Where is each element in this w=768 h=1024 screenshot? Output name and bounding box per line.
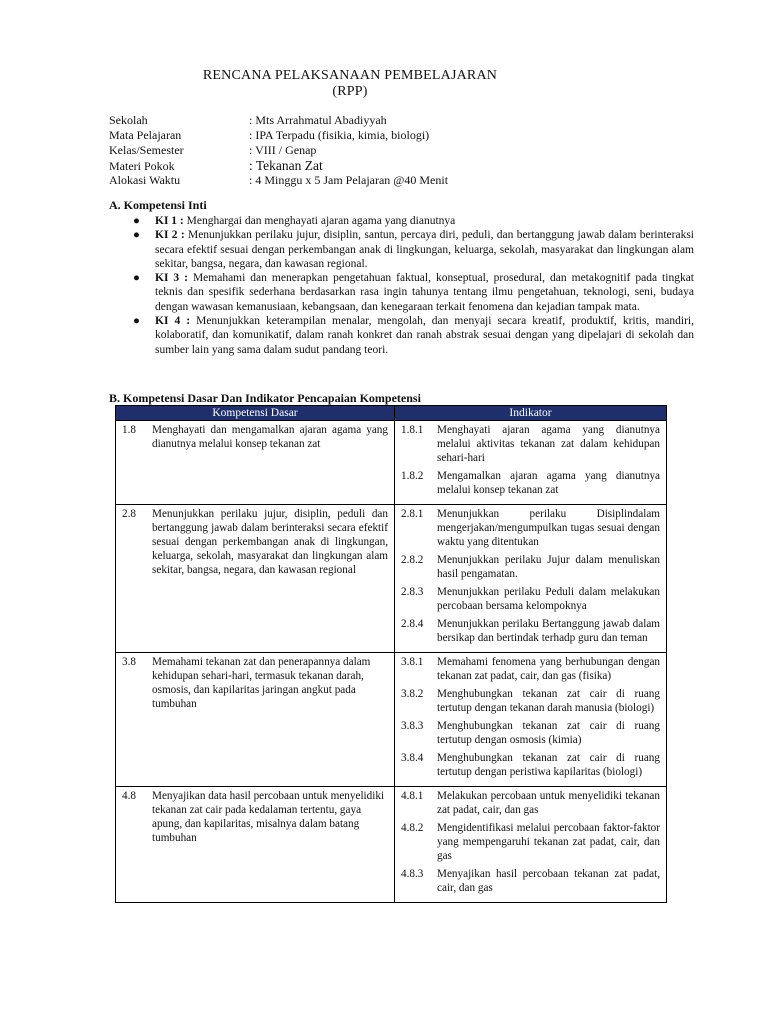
indicator-cell <box>395 505 667 653</box>
indicator-item: 3.8.1 Memahami fenomena yang berhubungan dengan tekanan zat padat, cair, dan gas (fisika) <box>401 656 660 682</box>
kd-cell: 3.8 Memahami tekanan zat dan penerapannya dalam kehidupan sehari-hari, termasuk tekanan darah, osmosis, dan kapilaritas jaringan angkut pada tumbuhan <box>116 653 395 787</box>
kd-cell: 4.8 Menyajikan data hasil percobaan untuk menyelidiki tekanan zat cair pada kedalaman tertentu, gaya apung, dan kapilaritas, misalnya dalam batang tumbuhan <box>116 787 395 903</box>
indicator-cell <box>395 787 667 903</box>
list-item: ● KI 4 : Menunjukkan keterampilan menalar, mengolah, dan menyaji secara kreatif, produktif, kritis, mandiri, kolaboratif, dan komunikatif, dalam ranah konkret dan ranah abstrak sesuai dengan yang dipelajari di sekolah dan sumber lain yang sama dalam sudut pandang teori. <box>133 315 695 356</box>
section-b-heading: B. Kompetensi Dasar Dan Indikator Pencapaian Kompetensi <box>109 391 421 405</box>
bullet-icon: ● <box>133 315 140 328</box>
identity-block <box>109 113 448 188</box>
list-item: ● KI 2 : Menunjukkan perilaku jujur, disiplin, santun, percaya diri, peduli, dan bertanggung jawab dalam berinteraksi secara efektif sesuai dengan perkembangan anak di lingkungan, keluarga, sekolah, masyarakat dan lingkungan alam sekitar, bangsa, negara, dan kawasan regional. <box>133 229 695 270</box>
meta-row-class: Kelas/Semester : VIII / Genap <box>109 143 317 157</box>
indicator-item: 4.8.1 Melakukan percobaan untuk menyelidiki tekanan zat padat, cair, dan gas <box>401 790 660 816</box>
list-item: ● KI 3 : Memahami dan menerapkan pengetahuan faktual, konseptual, prosedural, dan metakognitif pada tingkat teknis dan spesifik sederhana berdasarkan rasa ingin tahunya tentang ilmu pengetahuan, teknologi, seni, budaya dengan wawasan kemanusiaan, kebangsaan, dan kenegaraan terkait fenomena dan kejadian tampak mata. <box>133 272 694 313</box>
table-row <box>116 787 667 903</box>
core-competency-list <box>133 214 694 357</box>
indicator-item: 1.8.2 Mengamalkan ajaran agama yang dianutnya melalui konsep tekanan zat <box>401 470 660 496</box>
indicator-item: 4.8.3 Menyajikan hasil percobaan tekanan zat padat, cair, dan gas <box>401 868 660 894</box>
table-row <box>116 505 667 653</box>
meta-row-topic: Materi Pokok : Tekanan Zat <box>109 158 323 173</box>
indicator-item: 2.8.4 Menunjukkan perilaku Bertanggung jawab dalam bersikap dan bertindak terhadp guru dan teman <box>401 618 660 644</box>
meta-row-subject: Mata Pelajaran : IPA Terpadu (fisikia, kimia, biologi) <box>109 128 430 142</box>
document-title: RENCANA PELAKSANAAN PEMBELAJARAN <box>202 68 498 83</box>
bullet-icon: ● <box>133 229 140 242</box>
indicator-item: 4.8.2 Mengidentifikasi melalui percobaan faktor-faktor yang mempengaruhi tekanan zat padat, cair, dan gas <box>401 822 660 862</box>
table-header-row <box>116 406 667 421</box>
table-row <box>116 421 667 505</box>
table-row <box>116 653 667 787</box>
competency-table <box>115 405 667 903</box>
indicator-item: 3.8.4 Menghubungkan tekanan zat cair di ruang tertutup dengan peristiwa kapilaritas (biologi) <box>401 752 660 778</box>
indicator-item: 2.8.2 Menunjukkan perilaku Jujur dalam menuliskan hasil pengamatan. <box>401 554 660 580</box>
indicator-item: 2.8.1 Menunjukkan perilaku Disiplindalam mengerjakan/mengumpulkan tugas sesuai dengan waktu yang ditentukan <box>401 508 660 548</box>
indicator-cell <box>395 421 667 505</box>
kd-cell: 2.8 Menunjukkan perilaku jujur, disiplin, peduli dan bertanggung jawab dalam berinteraksi secara efektif sesuai dengan perkembangan anak di lingkungan, keluarga, sekolah, masyarakat dan lingkungan alam sekitar, bangsa, negara, dan kawasan regional <box>116 505 395 653</box>
list-item: ● KI 1 : Menghargai dan menghayati ajaran agama yang dianutnya <box>133 215 456 227</box>
indicator-item: 3.8.3 Menghubungkan tekanan zat cair di ruang tertutup dengan osmosis (kimia) <box>401 720 660 746</box>
indicator-item: 3.8.2 Menghubungkan tekanan zat cair di ruang tertutup dengan tekanan darah manusia (biologi) <box>401 688 660 714</box>
section-a-heading: A. Kompetensi Inti <box>109 198 207 212</box>
document-subtitle: (RPP) <box>332 84 368 99</box>
kd-cell: 1.8 Menghayati dan mengamalkan ajaran agama yang dianutnya melalui konsep tekanan zat <box>116 421 395 505</box>
column-header-indicator: Indikator <box>395 406 667 421</box>
bullet-icon: ● <box>133 215 140 227</box>
bullet-icon: ● <box>133 272 140 285</box>
meta-row-time: Alokasi Waktu : 4 Minggu x 5 Jam Pelajaran @40 Menit <box>109 173 449 187</box>
indicator-cell <box>395 653 667 787</box>
indicator-item: 1.8.1 Menghayati ajaran agama yang dianutnya melalui aktivitas tekanan zat dalam kehidupan sehari-hari <box>401 424 660 464</box>
indicator-item: 2.8.3 Menunjukkan perilaku Peduli dalam melakukan percobaan bersama kelompoknya <box>401 586 660 612</box>
meta-row-school: Sekolah : Mts Arrahmatul Abadiyyah <box>109 113 387 127</box>
column-header-kd: Kompetensi Dasar <box>116 406 395 421</box>
